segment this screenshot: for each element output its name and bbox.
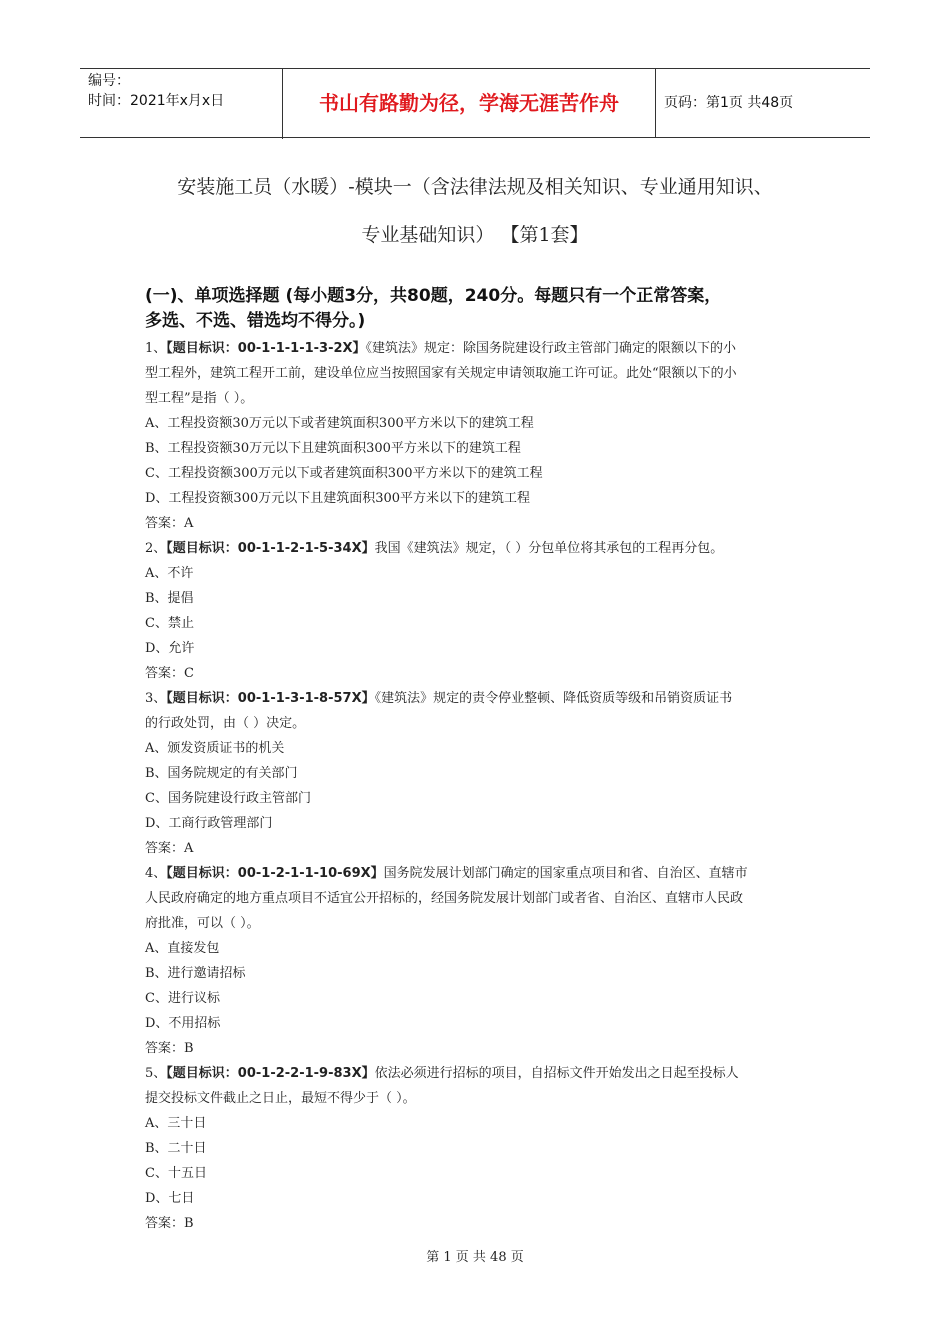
answer-option: C、禁止 (145, 616, 194, 631)
answer-option: D、工程投资额300万元以下且建筑面积300平方米以下的建筑工程 (145, 491, 531, 506)
answer-key: 答案：A (145, 516, 194, 531)
answer-option: C、工程投资额300万元以下或者建筑面积300平方米以下的建筑工程 (145, 466, 543, 481)
question-number: 4、 (145, 866, 167, 881)
question-id: 【题目标识：00-1-1-2-1-5-34X】 (166, 541, 375, 556)
question-stem-continued: 型工程外，建筑工程开工前，建设单位应当按照国家有关规定申请领取施工许可证。此处“限额以下的小 (145, 366, 737, 381)
answer-option: C、进行议标 (145, 991, 220, 1006)
question-item (145, 336, 815, 536)
answer-option: B、二十日 (145, 1141, 207, 1156)
answer-key: 答案：B (145, 1041, 194, 1056)
question-stem (145, 536, 815, 561)
question-number: 1、 (145, 341, 167, 356)
header-meta-cell (80, 69, 283, 139)
question-number: 5、 (145, 1066, 167, 1081)
answer-option: B、进行邀请招标 (145, 966, 246, 981)
question-stem-text: 《建筑法》规定：除国务院建设行政主管部门确定的限额以下的小 (365, 341, 737, 356)
question-id: 【题目标识：00-1-1-3-1-8-57X】 (166, 691, 375, 706)
question-stem-continued: 人民政府确定的地方重点项目不适宜公开招标的，经国务院发展计划部门或者省、自治区、直辖市人民政 (145, 891, 744, 906)
answer-option: A、直接发包 (145, 941, 220, 956)
document-body (145, 284, 815, 1236)
document-title-line2: 专业基础知识） 【第1套】 (361, 224, 589, 246)
question-item (145, 686, 815, 861)
answer-option: B、提倡 (145, 591, 194, 606)
answer-option: A、不许 (145, 566, 194, 581)
question-item (145, 1061, 815, 1236)
number-label: 编号： (88, 73, 130, 89)
page-footer: 第 1 页 共 48 页 (426, 1250, 524, 1265)
answer-option: B、国务院规定的有关部门 (145, 766, 298, 781)
answer-option: A、工程投资额30万元以下或者建筑面积300平方米以下的建筑工程 (145, 416, 534, 431)
question-list (145, 336, 815, 1236)
answer-option: A、三十日 (145, 1116, 207, 1131)
question-id: 【题目标识：00-1-2-2-1-9-83X】 (166, 1066, 375, 1081)
question-stem-text: 我国《建筑法》规定，（ ）分包单位将其承包的工程再分包。 (374, 541, 724, 556)
answer-option: D、工商行政管理部门 (145, 816, 273, 831)
question-stem-continued: 型工程”是指（ ）。 (145, 391, 254, 406)
question-stem-continued: 府批准，可以（ ）。 (145, 916, 260, 931)
question-stem-continued: 提交投标文件截止之日止，最短不得少于（ ）。 (145, 1091, 416, 1106)
question-stem (145, 686, 815, 711)
question-number: 3、 (145, 691, 167, 706)
question-item (145, 861, 815, 1061)
answer-option: A、颁发资质证书的机关 (145, 741, 285, 756)
time-label: 时间：2021年x月x日 (88, 93, 225, 109)
question-item (145, 536, 815, 686)
question-stem (145, 1061, 815, 1086)
question-stem-text: 《建筑法》规定的责令停业整顿、降低资质等级和吊销资质证书 (374, 691, 733, 706)
answer-key: 答案：B (145, 1216, 194, 1231)
question-id: 【题目标识：00-1-2-1-1-10-69X】 (166, 866, 384, 881)
question-stem (145, 861, 815, 886)
answer-key: 答案：C (145, 666, 194, 681)
answer-option: D、七日 (145, 1191, 195, 1206)
answer-option: D、允许 (145, 641, 195, 656)
page-label: 页码：第1页 共48页 (664, 95, 794, 111)
section-heading-line2: 多选、不选、错选均不得分。) (145, 311, 366, 331)
question-stem-text: 依法必须进行招标的项目，自招标文件开始发出之日起至投标人 (374, 1066, 739, 1081)
section-heading (145, 284, 815, 334)
answer-option: B、工程投资额30万元以下且建筑面积300平方米以下的建筑工程 (145, 441, 521, 456)
answer-option: C、十五日 (145, 1166, 207, 1181)
document-header (80, 68, 870, 138)
section-heading-line1: (一)、单项选择题 (每小题3分，共80题，240分。每题只有一个正常答案， (145, 286, 722, 306)
answer-option: D、不用招标 (145, 1016, 221, 1031)
answer-option: C、国务院建设行政主管部门 (145, 791, 311, 806)
question-stem (145, 336, 815, 361)
motto: 书山有路勤为径，学海无涯苦作舟 (283, 69, 656, 137)
question-stem-text: 国务院发展计划部门确定的国家重点项目和省、自治区、直辖市 (383, 866, 748, 881)
answer-key: 答案：A (145, 841, 194, 856)
question-stem-continued: 的行政处罚，由（ ）决定。 (145, 716, 306, 731)
question-number: 2、 (145, 541, 167, 556)
question-id: 【题目标识：00-1-1-1-1-3-2X】 (166, 341, 366, 356)
document-title-line1: 安装施工员（水暖）-模块一（含法律法规及相关知识、专业通用知识、 (177, 176, 773, 198)
